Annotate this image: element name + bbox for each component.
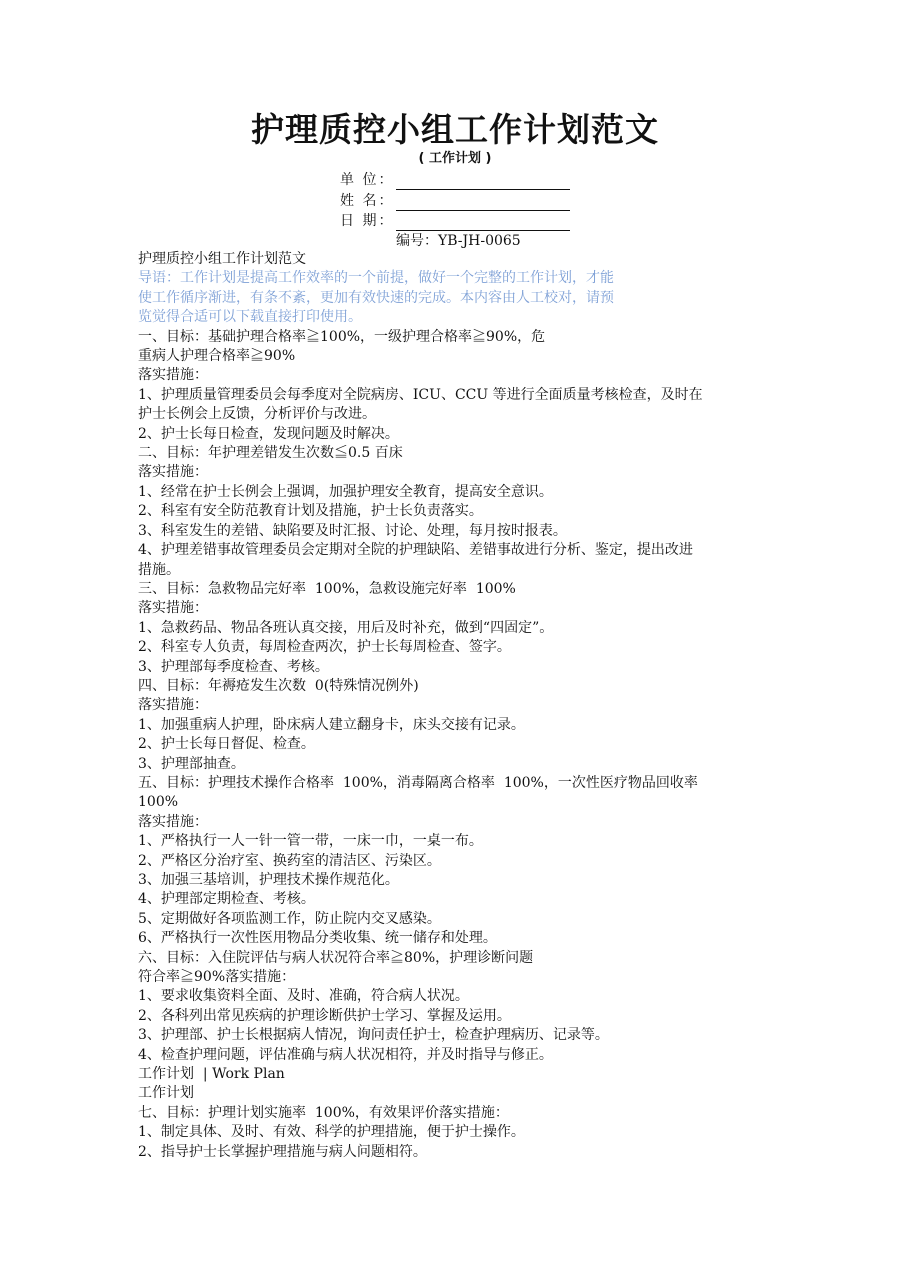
body-line: 落实措施： — [138, 464, 208, 481]
unit-field-blank — [396, 173, 570, 190]
body-line: 重病人护理合格率≧90% — [138, 348, 296, 365]
body-line: 1、严格执行一人一针一管一带，一床一巾，一桌一布。 — [138, 833, 483, 850]
body-line: 3、护理部、护士长根据病人情况，询问责任护士，检查护理病历、记录等。 — [138, 1027, 609, 1044]
document-number: 编号：YB-JH-0065 — [396, 233, 521, 249]
body-line: 护士长例会上反馈，分析评价与改进。 — [138, 406, 376, 423]
body-line: 2、护士长每日检查，发现问题及时解决。 — [138, 425, 399, 442]
body-line: 3、科室发生的差错、缺陷要及时汇报、讨论、处理，每月按时报表。 — [138, 522, 567, 539]
name-field-row — [340, 191, 570, 211]
body-line: 落实措施： — [138, 600, 208, 617]
body-line: 落实措施： — [138, 813, 208, 830]
body-line: 4、护理差错事故管理委员会定期对全院的护理缺陷、差错事故进行分析、鉴定，提出改进 — [138, 542, 693, 559]
intro-line: 览觉得合适可以下载直接打印使用。 — [138, 309, 362, 326]
unit-field-row — [340, 170, 570, 190]
body-line: 四、目标：年褥疮发生次数 0(特殊情况例外) — [138, 677, 419, 694]
body-line: 1、要求收集资料全面、及时、准确，符合病人状况。 — [138, 988, 469, 1005]
body-line: 六、目标：入住院评估与病人状况符合率≧80%，护理诊断问题 — [138, 949, 534, 966]
body-line: 6、严格执行一次性医用物品分类收集、统一储存和处理。 — [138, 930, 497, 947]
body-line: 4、护理部定期检查、考核。 — [138, 891, 315, 908]
unit-field-label: 单 位： — [340, 172, 395, 188]
body-line: 2、各科列出常见疾病的护理诊断供护士学习、掌握及运用。 — [138, 1007, 511, 1024]
body-line: 一、目标：基础护理合格率≧100%，一级护理合格率≧90%，危 — [138, 328, 546, 345]
body-line: 1、经常在护士长例会上强调，加强护理安全教育，提高安全意识。 — [138, 483, 553, 500]
body-line: 符合率≧90%落实措施： — [138, 969, 296, 986]
name-field-blank — [396, 194, 570, 211]
body-line: 1、护理质量管理委员会每季度对全院病房、ICU、CCU 等进行全面质量考核检查，及时在 — [138, 386, 703, 403]
body-line: 七、目标：护理计划实施率 100%，有效果评价落实措施： — [138, 1104, 509, 1121]
body-line: 1、制定具体、及时、有效、科学的护理措施，便于护士操作。 — [138, 1124, 525, 1141]
body-line: 3、护理部抽查。 — [138, 755, 245, 772]
body-line: 2、指导护士长掌握护理措施与病人问题相符。 — [138, 1143, 427, 1160]
body-line: 五、目标：护理技术操作合格率 100%，消毒隔离合格率 100%，一次性医疗物品回收率 — [138, 774, 698, 791]
document-body — [138, 250, 778, 1162]
body-line: 3、加强三基培训，护理技术操作规范化。 — [138, 872, 399, 888]
date-field-blank — [396, 214, 570, 231]
date-field-row — [340, 211, 570, 231]
body-line: 2、严格区分治疗室、换药室的清洁区、污染区。 — [138, 852, 441, 869]
body-line: 5、定期做好各项监测工作，防止院内交叉感染。 — [138, 910, 441, 927]
body-line: 1、加强重病人护理，卧床病人建立翻身卡，床头交接有记录。 — [138, 716, 525, 733]
body-line: 2、科室有安全防范教育计划及措施，护士长负责落实。 — [138, 503, 483, 520]
document-title: 护理质控小组工作计划范文 — [251, 110, 659, 149]
body-line: 100% — [138, 794, 179, 811]
document-subtitle: ( 工作计划 ) — [418, 151, 492, 166]
date-field-label: 日 期： — [340, 213, 395, 229]
body-line: 落实措施： — [138, 367, 208, 384]
body-line: 落实措施： — [138, 697, 208, 714]
body-heading: 护理质控小组工作计划范文 — [138, 251, 306, 267]
intro-line: 导语：工作计划是提高工作效率的一个前提，做好一个完整的工作计划，才能 — [138, 270, 614, 287]
body-line: 2、科室专人负责，每周检查两次，护士长每周检查、签字。 — [138, 639, 511, 656]
body-line: 工作计划 | Work Plan — [138, 1066, 285, 1083]
intro-line: 使工作循序渐进，有条不紊，更加有效快速的完成。本内容由人工校对，请预 — [138, 289, 614, 306]
body-line: 措施。 — [138, 561, 180, 578]
body-line: 工作计划 — [138, 1085, 194, 1102]
body-line: 4、检查护理问题，评估准确与病人状况相符，并及时指导与修正。 — [138, 1046, 553, 1063]
body-line: 二、目标：年护理差错发生次数≦0.5 百床 — [138, 445, 403, 462]
body-line: 3、护理部每季度检查、考核。 — [138, 658, 329, 675]
body-line: 2、护士长每日督促、检查。 — [138, 736, 315, 753]
body-line: 三、目标：急救物品完好率 100%，急救设施完好率 100% — [138, 580, 516, 597]
name-field-label: 姓 名： — [340, 193, 395, 209]
body-line: 1、急救药品、物品各班认真交接，用后及时补充，做到“四固定”。 — [138, 619, 554, 636]
